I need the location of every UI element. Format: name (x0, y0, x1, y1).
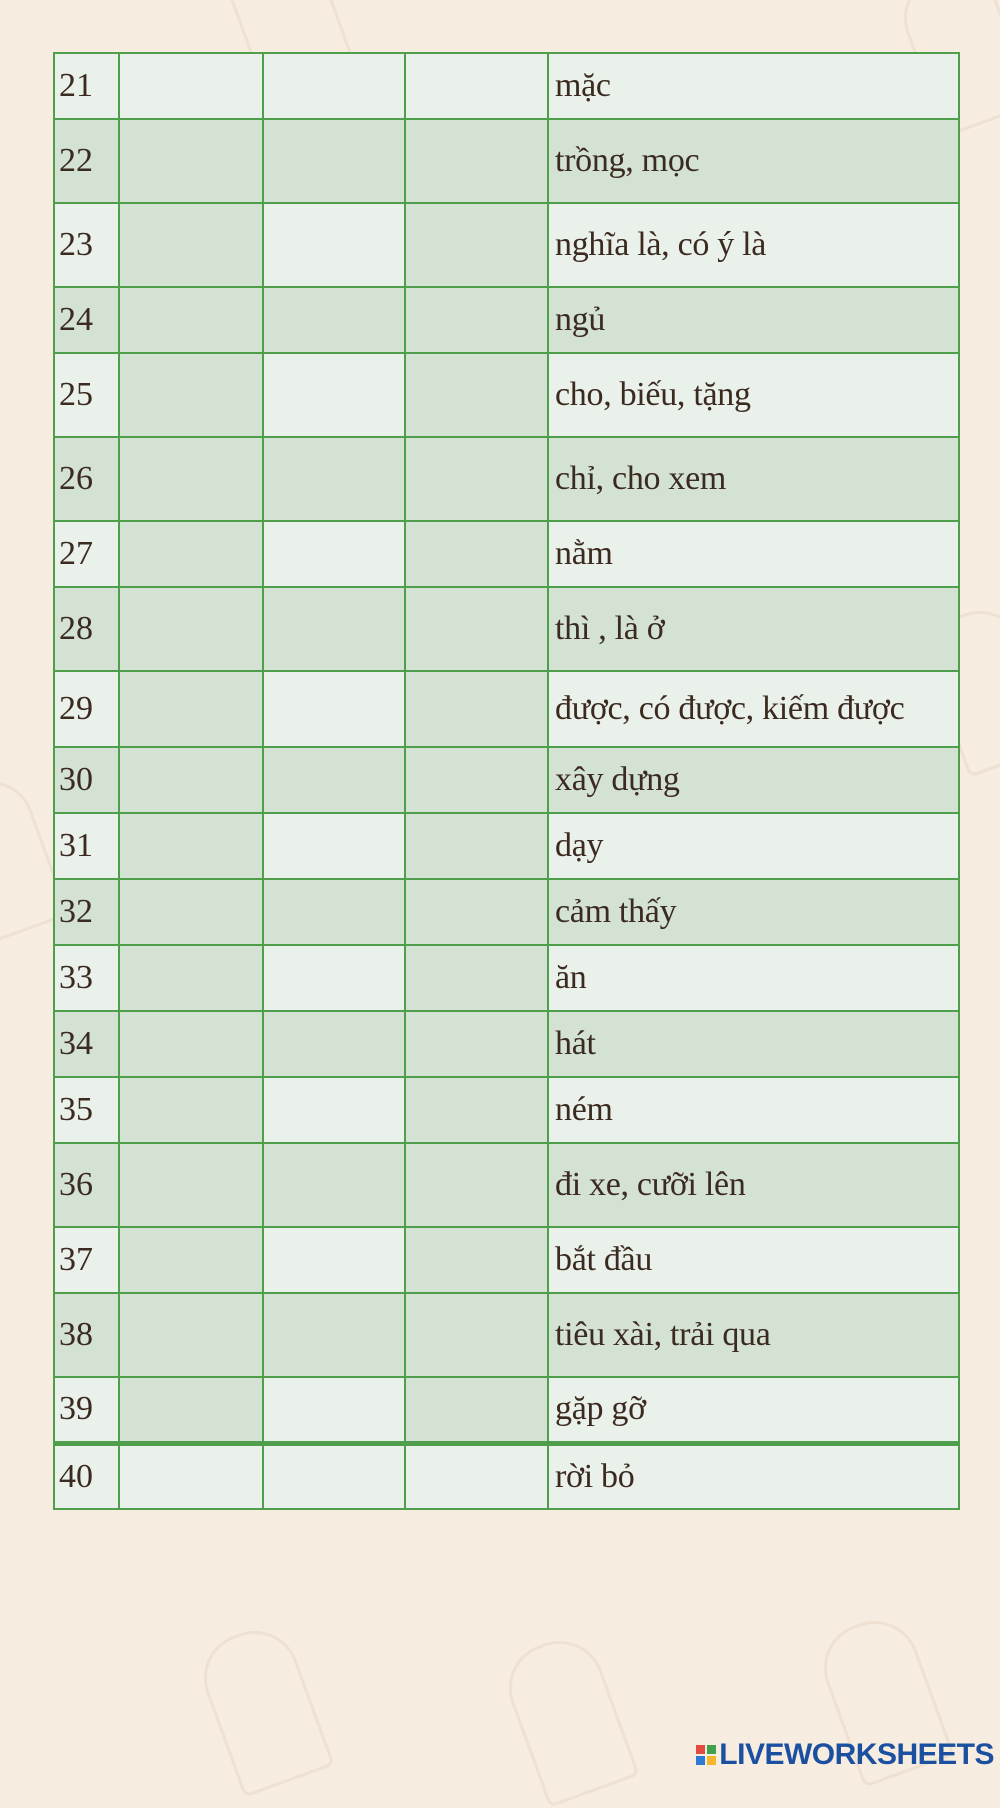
answer-cell[interactable] (263, 1077, 405, 1143)
answer-input[interactable] (264, 1245, 404, 1279)
meaning-cell: nghĩa là, có ý là (548, 203, 959, 287)
answer-cell[interactable] (119, 53, 263, 119)
answer-cell[interactable] (405, 287, 548, 353)
table-row (54, 287, 959, 353)
answer-cell[interactable] (263, 671, 405, 747)
vocabulary-table (53, 52, 960, 1510)
answer-cell[interactable] (119, 1077, 263, 1143)
answer-input[interactable] (406, 614, 547, 648)
meaning-cell: cho, biếu, tặng (548, 353, 959, 437)
answer-input[interactable] (120, 464, 262, 498)
logo-text: LIVEWORKSHEETS (719, 1738, 994, 1771)
answer-cell[interactable] (405, 53, 548, 119)
table-row (54, 203, 959, 287)
table-row (54, 521, 959, 587)
answer-input[interactable] (406, 963, 547, 997)
meaning-cell: ngủ (548, 287, 959, 353)
answer-input[interactable] (406, 831, 547, 865)
answer-input[interactable] (264, 694, 404, 728)
meaning-cell: thì , là ở (548, 587, 959, 671)
answer-cell[interactable] (119, 813, 263, 879)
table-row (54, 1011, 959, 1077)
row-number: 24 (54, 287, 119, 353)
answer-input[interactable] (264, 765, 404, 799)
answer-input[interactable] (264, 539, 404, 573)
meaning-cell: được, có được, kiếm được (548, 671, 959, 747)
answer-cell[interactable] (405, 1143, 548, 1227)
row-number: 40 (54, 1443, 119, 1509)
answer-input[interactable] (406, 1029, 547, 1063)
answer-cell[interactable] (405, 671, 548, 747)
answer-input[interactable] (406, 71, 547, 105)
answer-cell[interactable] (263, 945, 405, 1011)
answer-input[interactable] (120, 831, 262, 865)
background-decoration (191, 1618, 335, 1797)
table-row (54, 1377, 959, 1443)
row-number: 35 (54, 1077, 119, 1143)
answer-cell[interactable] (263, 353, 405, 437)
liveworksheets-logo-icon (696, 1745, 716, 1765)
answer-cell[interactable] (405, 203, 548, 287)
answer-cell[interactable] (119, 1011, 263, 1077)
answer-cell[interactable] (405, 1377, 548, 1443)
answer-cell[interactable] (263, 437, 405, 521)
table-row (54, 747, 959, 813)
answer-input[interactable] (264, 230, 404, 264)
answer-cell[interactable] (119, 1443, 263, 1509)
answer-cell[interactable] (263, 203, 405, 287)
answer-input[interactable] (264, 614, 404, 648)
answer-cell[interactable] (119, 879, 263, 945)
answer-input[interactable] (120, 1095, 262, 1129)
meaning-cell: chỉ, cho xem (548, 437, 959, 521)
answer-input[interactable] (120, 897, 262, 931)
answer-cell[interactable] (405, 1443, 548, 1509)
meaning-cell: tiêu xài, trải qua (548, 1293, 959, 1377)
answer-input[interactable] (264, 1320, 404, 1354)
table-row (54, 813, 959, 879)
answer-input[interactable] (120, 539, 262, 573)
meaning-cell: dạy (548, 813, 959, 879)
row-number: 32 (54, 879, 119, 945)
answer-input[interactable] (264, 963, 404, 997)
answer-cell[interactable] (119, 587, 263, 671)
answer-input[interactable] (406, 694, 547, 728)
answer-input[interactable] (406, 1394, 547, 1428)
liveworksheets-logo (696, 1738, 994, 1772)
answer-input[interactable] (406, 1462, 547, 1496)
answer-input[interactable] (406, 1245, 547, 1279)
answer-input[interactable] (264, 380, 404, 414)
answer-cell[interactable] (263, 1011, 405, 1077)
table-row (54, 437, 959, 521)
answer-cell[interactable] (263, 287, 405, 353)
answer-cell[interactable] (119, 203, 263, 287)
row-number: 26 (54, 437, 119, 521)
answer-cell[interactable] (405, 879, 548, 945)
answer-cell[interactable] (263, 747, 405, 813)
table-row (54, 119, 959, 203)
answer-cell[interactable] (119, 945, 263, 1011)
answer-cell[interactable] (119, 1227, 263, 1293)
table-row (54, 1077, 959, 1143)
answer-input[interactable] (264, 1170, 404, 1204)
answer-input[interactable] (264, 71, 404, 105)
answer-input[interactable] (406, 1095, 547, 1129)
row-number: 39 (54, 1377, 119, 1443)
answer-cell[interactable] (405, 813, 548, 879)
answer-cell[interactable] (119, 119, 263, 203)
answer-input[interactable] (264, 305, 404, 339)
answer-cell[interactable] (405, 1077, 548, 1143)
row-number: 37 (54, 1227, 119, 1293)
answer-input[interactable] (264, 146, 404, 180)
answer-cell[interactable] (263, 1227, 405, 1293)
answer-input[interactable] (406, 1170, 547, 1204)
answer-cell[interactable] (119, 747, 263, 813)
table-row (54, 1293, 959, 1377)
answer-input[interactable] (120, 380, 262, 414)
answer-cell[interactable] (263, 587, 405, 671)
table-row (54, 945, 959, 1011)
row-number: 29 (54, 671, 119, 747)
answer-cell[interactable] (263, 813, 405, 879)
answer-cell[interactable] (405, 119, 548, 203)
answer-input[interactable] (406, 230, 547, 264)
answer-cell[interactable] (119, 437, 263, 521)
table-row (54, 353, 959, 437)
meaning-cell: đi xe, cưỡi lên (548, 1143, 959, 1227)
answer-cell[interactable] (119, 287, 263, 353)
answer-cell[interactable] (263, 119, 405, 203)
answer-cell[interactable] (119, 353, 263, 437)
answer-cell[interactable] (263, 1293, 405, 1377)
answer-input[interactable] (120, 765, 262, 799)
answer-input[interactable] (264, 897, 404, 931)
answer-cell[interactable] (405, 1011, 548, 1077)
meaning-cell: trồng, mọc (548, 119, 959, 203)
answer-cell[interactable] (405, 945, 548, 1011)
answer-input[interactable] (120, 614, 262, 648)
answer-input[interactable] (120, 1394, 262, 1428)
row-number: 36 (54, 1143, 119, 1227)
answer-input[interactable] (120, 146, 262, 180)
answer-cell[interactable] (263, 1377, 405, 1443)
meaning-cell: ném (548, 1077, 959, 1143)
answer-cell[interactable] (405, 353, 548, 437)
answer-cell[interactable] (405, 747, 548, 813)
row-number: 23 (54, 203, 119, 287)
row-number: 34 (54, 1011, 119, 1077)
answer-cell[interactable] (263, 1143, 405, 1227)
row-number: 33 (54, 945, 119, 1011)
row-number: 22 (54, 119, 119, 203)
answer-input[interactable] (120, 694, 262, 728)
answer-input[interactable] (120, 963, 262, 997)
table-row (54, 53, 959, 119)
answer-input[interactable] (406, 897, 547, 931)
answer-input[interactable] (264, 1394, 404, 1428)
meaning-cell: mặc (548, 53, 959, 119)
answer-input[interactable] (406, 539, 547, 573)
meaning-cell: gặp gỡ (548, 1377, 959, 1443)
meaning-cell: nằm (548, 521, 959, 587)
answer-input[interactable] (264, 464, 404, 498)
table-row (54, 879, 959, 945)
meaning-cell: xây dựng (548, 747, 959, 813)
answer-cell[interactable] (119, 521, 263, 587)
row-number: 21 (54, 53, 119, 119)
meaning-cell: hát (548, 1011, 959, 1077)
answer-input[interactable] (406, 765, 547, 799)
answer-cell[interactable] (405, 1227, 548, 1293)
table-row (54, 1143, 959, 1227)
meaning-cell: rời bỏ (548, 1443, 959, 1509)
row-number: 25 (54, 353, 119, 437)
answer-cell[interactable] (119, 1293, 263, 1377)
meaning-cell: cảm thấy (548, 879, 959, 945)
answer-input[interactable] (120, 305, 262, 339)
table-row (54, 587, 959, 671)
answer-input[interactable] (120, 1029, 262, 1063)
table-row (54, 1227, 959, 1293)
answer-input[interactable] (264, 1095, 404, 1129)
answer-cell[interactable] (263, 1443, 405, 1509)
answer-input[interactable] (406, 305, 547, 339)
row-number: 30 (54, 747, 119, 813)
answer-input[interactable] (120, 1245, 262, 1279)
row-number: 38 (54, 1293, 119, 1377)
meaning-cell: bắt đầu (548, 1227, 959, 1293)
answer-cell[interactable] (405, 1293, 548, 1377)
answer-input[interactable] (120, 1170, 262, 1204)
answer-input[interactable] (264, 1462, 404, 1496)
answer-cell[interactable] (119, 1377, 263, 1443)
table-row (54, 671, 959, 747)
answer-input[interactable] (120, 71, 262, 105)
answer-input[interactable] (120, 230, 262, 264)
answer-cell[interactable] (119, 671, 263, 747)
answer-input[interactable] (406, 1320, 547, 1354)
answer-cell[interactable] (405, 521, 548, 587)
answer-input[interactable] (406, 146, 547, 180)
answer-cell[interactable] (405, 587, 548, 671)
table-row (54, 1443, 959, 1509)
row-number: 31 (54, 813, 119, 879)
answer-input[interactable] (264, 1029, 404, 1063)
answer-input[interactable] (406, 380, 547, 414)
answer-cell[interactable] (119, 1143, 263, 1227)
row-number: 27 (54, 521, 119, 587)
answer-input[interactable] (406, 464, 547, 498)
answer-input[interactable] (120, 1462, 262, 1496)
answer-input[interactable] (264, 831, 404, 865)
row-number: 28 (54, 587, 119, 671)
answer-cell[interactable] (263, 521, 405, 587)
background-decoration (496, 1628, 640, 1807)
answer-cell[interactable] (263, 53, 405, 119)
answer-cell[interactable] (263, 879, 405, 945)
meaning-cell: ăn (548, 945, 959, 1011)
answer-cell[interactable] (405, 437, 548, 521)
answer-input[interactable] (120, 1320, 262, 1354)
